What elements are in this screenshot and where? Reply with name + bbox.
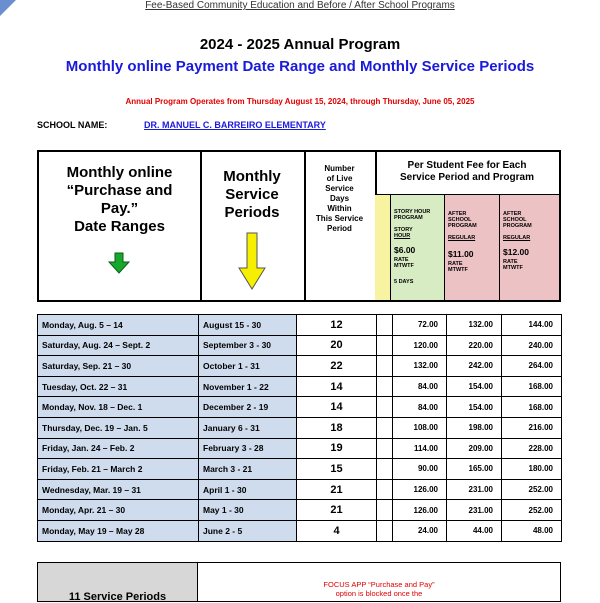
- story-hour-header: [391, 194, 445, 300]
- story-rate: RATE: [394, 257, 409, 263]
- service-period-cell: October 1 - 31: [199, 356, 297, 377]
- gap-cell: [377, 397, 393, 418]
- after-school-fee-cell: 209.00: [447, 438, 502, 459]
- after-school-header-2: [500, 194, 559, 300]
- story-fee-cell: 84.00: [393, 397, 447, 418]
- service-days-cell: 21: [297, 479, 377, 500]
- story-fee-cell: 108.00: [393, 417, 447, 438]
- table-row: [38, 500, 562, 521]
- table-row: [38, 335, 562, 356]
- purchase-date-cell: Saturday, Aug. 24 – Sept. 2: [38, 335, 199, 356]
- service-days-cell: 20: [297, 335, 377, 356]
- purchase-header: [39, 152, 202, 300]
- focus-note-line-2: option is blocked once the: [335, 589, 423, 598]
- yellow-down-arrow-icon: [238, 232, 266, 290]
- purchase-date-cell: Saturday, Sep. 21 – 30: [38, 356, 199, 377]
- days-title-3: Service: [325, 184, 354, 193]
- service-period-cell: June 2 - 5: [199, 520, 297, 541]
- story-fee-cell: 114.00: [393, 438, 447, 459]
- purchase-date-cell: Friday, Jan. 24 – Feb. 2: [38, 438, 199, 459]
- service-period-cell: January 6 - 31: [199, 417, 297, 438]
- yellow-strip: [375, 194, 391, 300]
- service-days-cell: 4: [297, 520, 377, 541]
- after-school-fee-cell-2: 228.00: [502, 438, 562, 459]
- purchase-date-cell: Monday, May 19 – May 28: [38, 520, 199, 541]
- after2-price: $12.00: [503, 247, 529, 257]
- gap-cell: [377, 500, 393, 521]
- operates-note: Annual Program Operates from Thursday August 15, 2024, through Thursday, June 05, 2025: [125, 97, 475, 106]
- after-school-fee-cell-2: 240.00: [502, 335, 562, 356]
- service-period-cell: August 15 - 30: [199, 315, 297, 336]
- table-row: [38, 520, 562, 541]
- purchase-date-cell: Monday, Apr. 21 – 30: [38, 500, 199, 521]
- story-note: 5 DAYS: [394, 279, 414, 285]
- school-row: [37, 120, 326, 130]
- after-school-fee-cell-2: 48.00: [502, 520, 562, 541]
- gap-cell: [377, 335, 393, 356]
- purchase-title-3: Pay.”: [100, 200, 139, 217]
- table-row: [38, 438, 562, 459]
- table-row: [38, 356, 562, 377]
- focus-note-line-1: FOCUS APP “Purchase and Pay”: [323, 580, 435, 589]
- table-row: [38, 315, 562, 336]
- gap-cell: [377, 459, 393, 480]
- purchase-date-cell: Wednesday, Mar. 19 – 31: [38, 479, 199, 500]
- purchase-title-1: Monthly online: [66, 164, 173, 181]
- after2-name-3: PROGRAM: [503, 223, 532, 229]
- schedule-body: [38, 315, 562, 542]
- story-fee-cell: 132.00: [393, 356, 447, 377]
- story-fee-cell: 72.00: [393, 315, 447, 336]
- purchase-date-cell: Tuesday, Oct. 22 – 31: [38, 376, 199, 397]
- service-periods-box: [37, 562, 198, 602]
- service-period-cell: February 3 - 28: [199, 438, 297, 459]
- after-school-fee-cell: 154.00: [447, 397, 502, 418]
- gap-cell: [377, 376, 393, 397]
- gap-cell: [377, 438, 393, 459]
- after-school-fee-cell: 242.00: [447, 356, 502, 377]
- after-school-fee-cell: 231.00: [447, 500, 502, 521]
- story-fee-cell: 120.00: [393, 335, 447, 356]
- days-title-6: This Service: [315, 214, 364, 223]
- days-title-5: Within: [327, 204, 352, 213]
- after-school-fee-cell-2: 252.00: [502, 500, 562, 521]
- purchase-title-2: “Purchase and: [66, 182, 173, 199]
- gap-cell: [377, 417, 393, 438]
- days-title-7: Period: [327, 224, 352, 233]
- table-row: [38, 417, 562, 438]
- after-school-fee-cell-2: 252.00: [502, 479, 562, 500]
- story-fee-cell: 90.00: [393, 459, 447, 480]
- schedule-table: [37, 314, 562, 542]
- gap-cell: [377, 315, 393, 336]
- days-title-4: Days: [329, 194, 350, 203]
- gap-cell: [377, 479, 393, 500]
- after-school-fee-cell-2: 216.00: [502, 417, 562, 438]
- service-period-cell: May 1 - 30: [199, 500, 297, 521]
- after1-sub: REGULAR: [448, 235, 476, 241]
- service-periods-label: 11 Service Periods: [68, 591, 167, 603]
- org-line: Fee-Based Community Education and Before / After School Programs: [145, 0, 455, 11]
- after2-rate: RATE: [503, 259, 518, 265]
- purchase-date-cell: Monday, Nov. 18 – Dec. 1: [38, 397, 199, 418]
- service-header: [200, 152, 306, 300]
- story-fee-cell: 84.00: [393, 376, 447, 397]
- after-school-fee-cell: 154.00: [447, 376, 502, 397]
- after2-sub: REGULAR: [503, 235, 531, 241]
- after1-days: MTWTF: [448, 267, 468, 273]
- service-period-cell: November 1 - 22: [199, 376, 297, 397]
- service-period-cell: April 1 - 30: [199, 479, 297, 500]
- purchase-title-4: Date Ranges: [74, 218, 165, 235]
- after1-price: $11.00: [448, 249, 474, 259]
- service-period-cell: September 3 - 30: [199, 335, 297, 356]
- green-down-arrow-icon: [108, 252, 130, 274]
- story-fee-cell: 126.00: [393, 479, 447, 500]
- page-title: 2024 - 2025 Annual Program: [199, 36, 401, 53]
- per-student-line-2: Service Period and Program: [400, 172, 534, 183]
- story-sub-1: STORY: [394, 227, 413, 233]
- story-name-2: PROGRAM: [394, 215, 423, 221]
- after1-rate: RATE: [448, 261, 463, 267]
- service-days-cell: 19: [297, 438, 377, 459]
- after2-name-1: AFTER: [503, 211, 522, 217]
- after-school-fee-cell-2: 144.00: [502, 315, 562, 336]
- service-days-cell: 14: [297, 376, 377, 397]
- table-row: [38, 397, 562, 418]
- service-title-3: Periods: [224, 204, 280, 221]
- table-row: [38, 479, 562, 500]
- story-name-1: STORY HOUR: [394, 209, 431, 215]
- after-school-header-1: [445, 194, 500, 300]
- after-school-fee-cell: 165.00: [447, 459, 502, 480]
- after-school-fee-cell: 198.00: [447, 417, 502, 438]
- service-days-cell: 18: [297, 417, 377, 438]
- story-fee-cell: 126.00: [393, 500, 447, 521]
- after2-name-2: SCHOOL: [503, 217, 527, 223]
- after1-name-3: PROGRAM: [448, 223, 477, 229]
- purchase-date-cell: Monday, Aug. 5 – 14: [38, 315, 199, 336]
- after1-name-1: AFTER: [448, 211, 467, 217]
- school-label: SCHOOL NAME:: [37, 120, 108, 130]
- after-school-fee-cell: 220.00: [447, 335, 502, 356]
- service-days-cell: 15: [297, 459, 377, 480]
- purchase-date-cell: Thursday, Dec. 19 – Jan. 5: [38, 417, 199, 438]
- focus-note-box: [198, 562, 561, 602]
- service-days-cell: 21: [297, 500, 377, 521]
- story-sub-2: HOUR: [394, 233, 411, 239]
- gap-cell: [377, 520, 393, 541]
- service-days-cell: 14: [297, 397, 377, 418]
- service-title-2: Service: [225, 186, 279, 203]
- fee-header: [375, 152, 559, 300]
- story-days: MTWTF: [394, 263, 414, 269]
- after-school-fee-cell-2: 180.00: [502, 459, 562, 480]
- days-header: [304, 152, 377, 300]
- service-days-cell: 12: [297, 315, 377, 336]
- service-period-cell: December 2 - 19: [199, 397, 297, 418]
- service-period-cell: March 3 - 21: [199, 459, 297, 480]
- gap-cell: [377, 356, 393, 377]
- table-row: [38, 459, 562, 480]
- after-school-fee-cell-2: 264.00: [502, 356, 562, 377]
- after-school-fee-cell-2: 168.00: [502, 376, 562, 397]
- after-school-fee-cell: 231.00: [447, 479, 502, 500]
- service-title-1: Monthly: [223, 168, 281, 185]
- days-title-1: Number: [324, 164, 355, 173]
- days-title-2: of Live: [326, 174, 353, 183]
- per-student-title: [375, 160, 559, 184]
- school-name: DR. MANUEL C. BARREIRO ELEMENTARY: [144, 120, 326, 130]
- table-row: [38, 376, 562, 397]
- story-price: $6.00: [394, 245, 416, 255]
- service-days-cell: 22: [297, 356, 377, 377]
- per-student-line-1: Per Student Fee for Each: [407, 160, 527, 171]
- after-school-fee-cell: 132.00: [447, 315, 502, 336]
- purchase-date-cell: Friday, Feb. 21 – March 2: [38, 459, 199, 480]
- after1-name-2: SCHOOL: [448, 217, 472, 223]
- page-subtitle: Monthly online Payment Date Range and Monthly Service Periods: [65, 58, 535, 75]
- after-school-fee-cell-2: 168.00: [502, 397, 562, 418]
- column-header-box: [37, 150, 561, 302]
- after2-days: MTWTF: [503, 265, 523, 271]
- after-school-fee-cell: 44.00: [447, 520, 502, 541]
- story-fee-cell: 24.00: [393, 520, 447, 541]
